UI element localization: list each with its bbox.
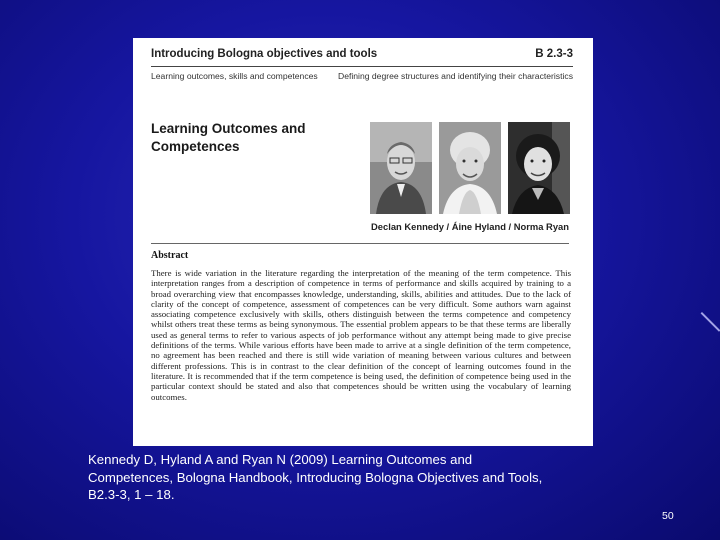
header-code: B 2.3-3 [535,48,573,60]
header-title: Introducing Bologna objectives and tools [151,48,378,60]
citation-line-2: Competences, Bologna Handbook, Introducing Bologna Objectives and Tools, [88,469,543,485]
author-photos [370,122,570,214]
scanned-document [133,38,593,446]
citation-line-1: Kennedy D, Hyland A and Ryan N (2009) Learning Outcomes and [88,452,473,467]
header-divider [151,66,573,67]
citation-line-3: B2.3-3, 1 – 18. [88,487,175,502]
abstract-text: There is wide variation in the literature regarding the interpretation of the meaning of the term competence. This interpretation ranges from a description of competence in terms of performance and skills acquired by training to a broad overarching view that encompasses knowledge, understanding, skills, abilities and attitudes. Due to the lack of clarity of the concept of competence, assessment of competences can be very difficult. Some authors warn against associating competence exclusively with skills, others distinguish between the terms competence and competency whilst others treat these terms as being synonymous. The essential problem appears to be that these terms are liberally used as general terms to refer to various aspects of job performance without any attempt being made to give precise definitions of the terms. While various efforts have been made to arrive at a single definition of the term competence, no agreement has been reached and there is still wide variation of meaning between various cultures and between different professions. This is in contrast to the clear definition of the concept of learning outcomes found in the literature. It is recommended that if the term competence is being used, the definition of competence being used in the particular context should be stated and also that competences should be written using the vocabulary of learning outcomes. [151,268,571,402]
abstract-heading: Abstract [151,250,189,261]
citation [88,451,678,504]
document-header [151,48,573,64]
article-title-line-1: Learning Outcomes and [151,121,306,136]
article-title-line-2: Competences [151,139,240,154]
document-subheader [151,71,573,81]
author-photo-3 [508,122,570,214]
authors: Declan Kennedy / Áine Hyland / Norma Ryan [371,221,569,232]
page-number: 50 [662,510,674,522]
article-title [151,120,341,156]
decorative-line [701,312,720,332]
author-photo-1 [370,122,432,214]
author-photo-2 [439,122,501,214]
subheader-left: Learning outcomes, skills and competences [151,71,318,81]
subheader-right: Defining degree structures and identifying their characteristics [337,71,573,81]
authors-divider [151,243,569,244]
